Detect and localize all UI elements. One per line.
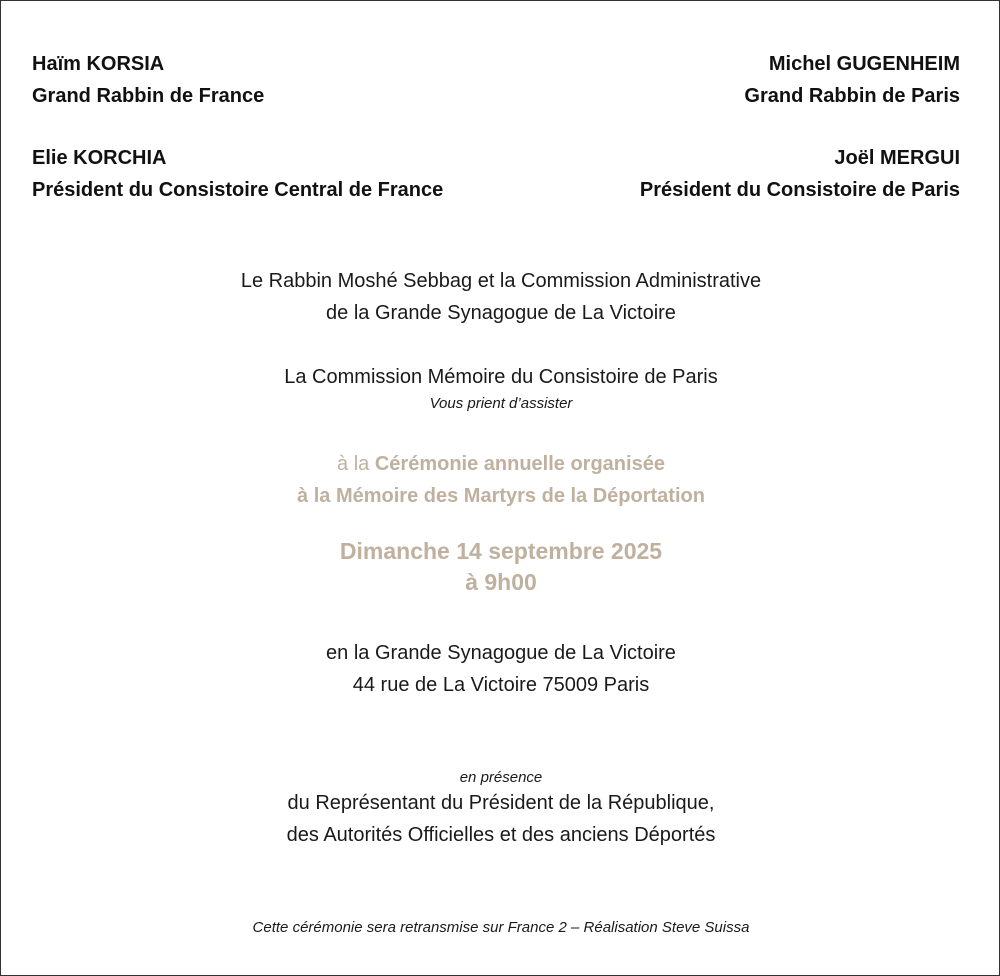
venue-block	[1, 637, 1000, 701]
hosts-line-2: de la Grande Synagogue de La Victoire	[326, 302, 676, 324]
signatory-title: Grand Rabbin de Paris	[744, 85, 960, 107]
signatory-korchia	[32, 142, 443, 206]
hosts-line-1: Le Rabbin Moshé Sebbag et la Commission Administrative	[240, 270, 762, 292]
venue-name: en la Grande Synagogue de La Victoire	[326, 642, 676, 664]
presence-block	[1, 787, 1000, 851]
datetime-block	[1, 536, 1000, 598]
commission-line: La Commission Mémoire du Consistoire de Paris	[284, 366, 718, 388]
ceremony-prefix: à la	[337, 453, 370, 475]
venue-address: 44 rue de La Victoire 75009 Paris	[352, 674, 650, 696]
signatory-name: Haïm KORSIA	[32, 53, 165, 75]
invite-line: Vous prient d’assister	[429, 395, 573, 412]
signatory-name: Elie KORCHIA	[32, 147, 167, 169]
signatory-title: Grand Rabbin de France	[32, 85, 265, 107]
presence-intro: en présence	[459, 769, 543, 786]
signatory-name: Joël MERGUI	[834, 147, 960, 169]
hosts-block	[1, 265, 1000, 329]
broadcast-note: Cette cérémonie sera retransmise sur France 2 – Réalisation Steve Suissa	[252, 919, 750, 936]
signatory-mergui	[640, 142, 960, 206]
signatory-name: Michel GUGENHEIM	[768, 53, 960, 75]
signatory-title: Président du Consistoire de Paris	[639, 179, 960, 201]
presence-line-1: du Représentant du Président de la République,	[287, 792, 715, 814]
event-date: Dimanche 14 septembre 2025	[339, 538, 663, 564]
signatory-korsia	[32, 48, 264, 112]
ceremony-title: Cérémonie annuelle organisée	[374, 453, 665, 475]
ceremony-line-1	[1, 448, 1000, 480]
event-time: à 9h00	[465, 569, 537, 595]
ceremony-line-2: à la Mémoire des Martyrs de la Déportation	[297, 485, 705, 507]
signatory-gugenheim	[744, 48, 960, 112]
presence-line-2: des Autorités Officielles et des anciens Déportés	[286, 824, 716, 846]
ceremony-block	[1, 448, 1000, 512]
signatory-title: Président du Consistoire Central de France	[32, 179, 444, 201]
